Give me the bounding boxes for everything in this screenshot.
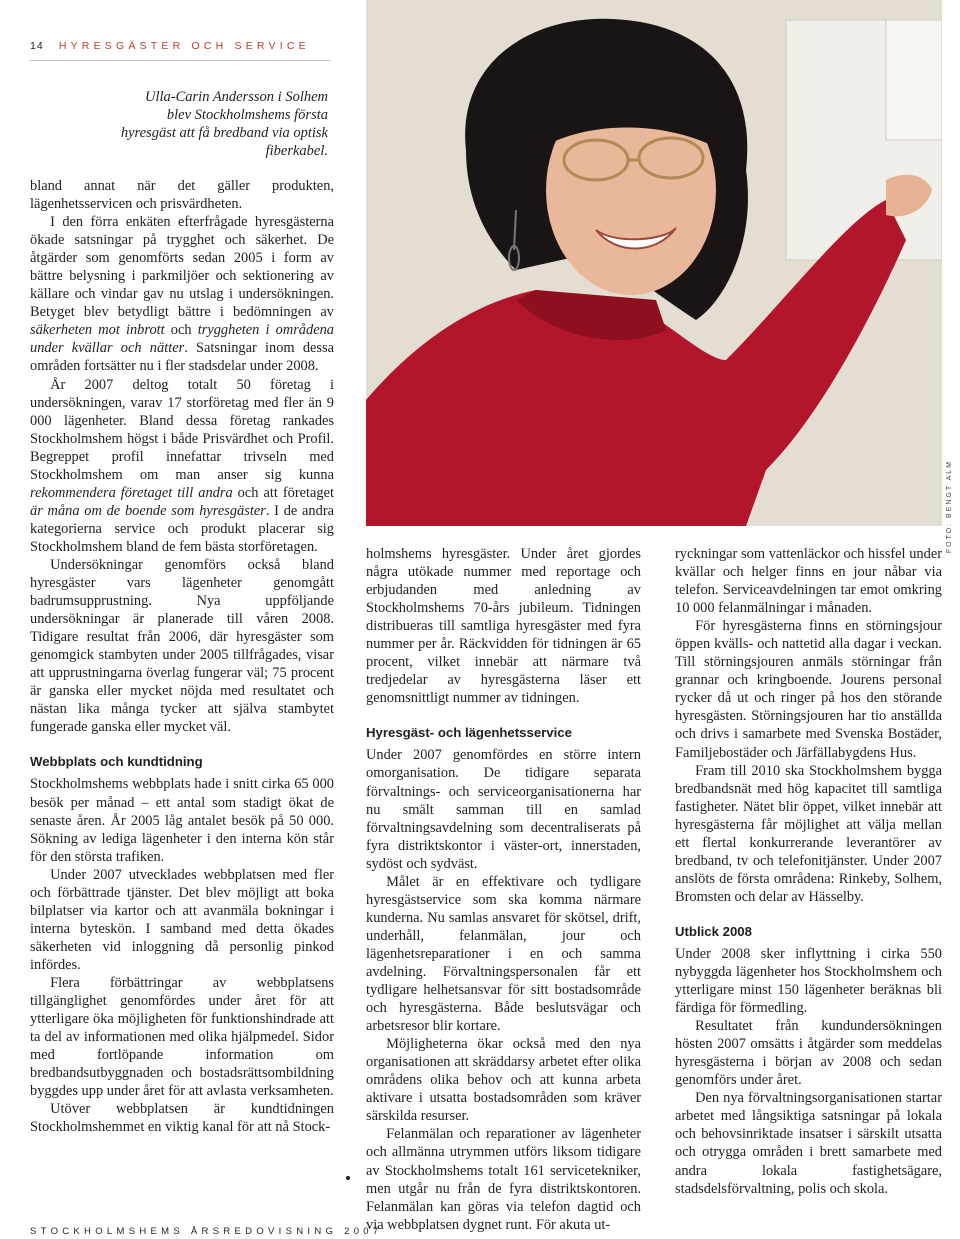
paragraph: Flera förbättringar av webbplatsens tillgänglighet genomfördes under året för att ytterligare öka möjligheten för funktionshindrade att ta del av informationen med olika hjälpmedel. Sidor med fortlöpande information om bredbandsutbyggnaden och bostadsrättsombildning byggdes upp under året för att avlasta verksamheten. [30,974,334,1100]
paragraph: Under 2007 utvecklades webbplatsen med fler och förbättrade tjänster. Det blev möjligt att boka bilplatser via kartor och att avanmäla bokningar i interna byteskön. I samband med detta ökades säkerheten vid inloggning då personlig pinkod infördes. [30,866,334,973]
heading-webbplats: Webbplats och kundtidning [30,754,203,770]
heading-utblick: Utblick 2008 [675,923,752,939]
paragraph: För hyresgästerna finns en störningsjour öppen kvälls- och nattetid alla dagar i veckan. Till störningsjouren anmäls störningar från grannar och kringboende. Jourens personal rycker då ut och ringer på hos den störande hyresgästen. Störningsjouren har tio anställda och drivs i samarbete med Svenska Bostäder, Familjebostäder och Järfällabygdens Hus. [675,618,942,761]
photo-caption: Ulla-Carin Andersson i Solhem blev Stockholmshems första hyresgäst att få bredband via optisk fiberkabel. [120,89,328,159]
paragraph: bland annat när det gäller produkten, lägenhetsservicen och prisvärdheten. [30,178,334,213]
end-bullet [346,1176,350,1180]
photo-credit: FOTO: BENGT ALM [946,460,953,554]
paragraph: Under 2008 sker inflyttning i cirka 550 nybyggda lägenheter hos Stockholmshem och ytterligare minst 150 lägenheter beräknas bli färdiga för förmedling. [675,945,942,1017]
paragraph: ryckningar som vattenläckor och hissfel under kvällar och helger finns en jour nåbar via telefon. Serviceavdelningen tar emot omkring 10 000 felanmälningar i månaden. [675,546,942,617]
column-1 [30,177,334,1136]
paragraph: Stockholmshems webbplats hade i snitt cirka 65 000 besök per månad – ett antal som stadigt ökat de senaste åren. År 2005 låg antalet besök på 50 000. Sökning av lediga lägenheter i den interna kön står för den största trafiken. [30,776,334,865]
portrait-illustration [366,0,942,526]
paragraph: Fram till 2010 ska Stockholmshem bygga bredbandsnät med hög kapacitet till samtliga fastigheter. Nätet blir öppet, vilket innebär att hyresgästerna får möjlighet att välja mellan ett flertal konkurrerande leverantörer av bredband, tv och telefonitjänster. Under 2007 anslöts de första områdena: Rinkeby, Solhem, Bromsten och delar av Hässelby. [675,762,942,905]
running-header [30,40,310,52]
paragraph: Resultatet från kundundersökningen hösten 2007 omsätts i åtgärder som meddelas hyresgästerna i början av 2008 och sedan genomförs under året. [675,1018,942,1089]
paragraph: Möjligheterna ökar också med den nya organisationen att skräddarsy arbetet efter olika områdens olika behov och att kunna arbeta aktivare i utsatta bostadsområden som kräver särskilda resurser. [366,1036,641,1125]
paragraph: Utöver webbplatsen är kundtidningen Stockholmshemmet en viktig kanal för att nå Stock- [30,1101,334,1136]
section-title: HYRESGÄSTER OCH SERVICE [58,40,310,52]
page-number: 14 [30,40,44,52]
paragraph: Den nya förvaltningsorganisationen startar arbetet med långsiktiga satsningar på lokala och behovsinriktade insatser i särskilt utsatta och otrygga områden i brett samarbete med andra lokala fastighetsägare, stadsdelsförvaltning, polis och skola. [675,1090,942,1197]
heading-service: Hyresgäst- och lägenhetsservice [366,725,572,741]
paragraph: Undersökningar genomförs också bland hyresgäster vars lägenheter genomgått badrumsupprustning. Nya uppföljande undersökningar är planerade till våren 2008. Tidigare resultat från 2006, där hyresgäster som genomgick stambyten under 2005 tillfrågades, visar att upprustningarna överlag fungerar väl; 75 procent är ganska eller mycket nöjda med resultatet och nästan lika många tycker att själva stambytet fungerade ganska eller mycket väl. [30,556,334,736]
header-rule [30,60,330,61]
column-3 [675,545,942,1198]
paragraph: I den förra enkäten efterfrågade hyresgästerna ökade satsningar på trygghet och säkerhet. De åtgärder som genomförts sedan 2005 i form av bättre belysning i parkmiljöer och sektionering av källare och vindar gav nu utslag i undersökningen. Betyget blev betydligt bättre i bedömningen av säkerheten mot inbrott och tryggheten i områdena under kvällar och nätter. Satsningar inom dessa områden fortsätter nu i fler stadsdelar under 2008. [30,214,334,375]
running-footer: STOCKHOLMSHEMS ÅRSREDOVISNING 2007 [30,1226,383,1237]
paragraph: Felanmälan och reparationer av lägenheter och allmänna utrymmen utförs liksom tidigare av Stockholmshems totalt 161 servicetekniker, men utgår nu från de fyra distriktskontoren. Felanmälan kan göras via telefon dagtid och via webbplatsen dygnet runt. För akuta ut- [366,1126,641,1233]
paragraph: holmshems hyresgäster. Under året gjordes några utökade nummer med reportage och erbjudanden med anledning av Stockholmshems 70-års jubileum. Tidningen distribueras till samtliga hyresgäster med fyra nummer per år. Räckvidden för tidningen är 65 procent, vilket innebär att närmare två tredjedelar av hyresgästerna läser ett genomsnittligt nummer av tidningen. [366,546,641,707]
paragraph: Målet är en effektivare och tydligare hyresgästservice som ska komma närmare kunderna. Nu samlas ansvaret för skötsel, drift, underhåll, felanmälan, jour och lägenhetsreparationer i en och samma avdelning. Förvaltningspersonalen får ett tydligare helhetsansvar för sitt bostadsområde och hyresgästerna. Både beslutsvägar och arbetsresor blir kortare. [366,873,641,1035]
portrait-photo [366,0,942,526]
paragraph: År 2007 deltog totalt 50 företag i undersökningen, varav 17 storföretag med fler än 9 000 lägenheter. Bland dessa företag rankades Stockholmshem högst i både Prisvärdhet och Profil. Begreppet profil innefattar trivseln med Stockholmshem om man anser sig kunna rekommendera företaget till andra och att företaget är måna om de boende som hyresgäster. I de andra kategorierna service och produkt placerar sig Stockholmshem bland de fem bästa storföretagen. [30,376,334,555]
column-2 [366,545,641,1234]
paragraph: Under 2007 genomfördes en större intern omorganisation. De tidigare separata förvaltnings- och serviceorganisationerna har nu smält samman till en samlad förvaltningsavdelning som decentraliserats på fyra distriktskontor i väster-ort, innerstaden, sydöst och sydväst. [366,747,641,872]
